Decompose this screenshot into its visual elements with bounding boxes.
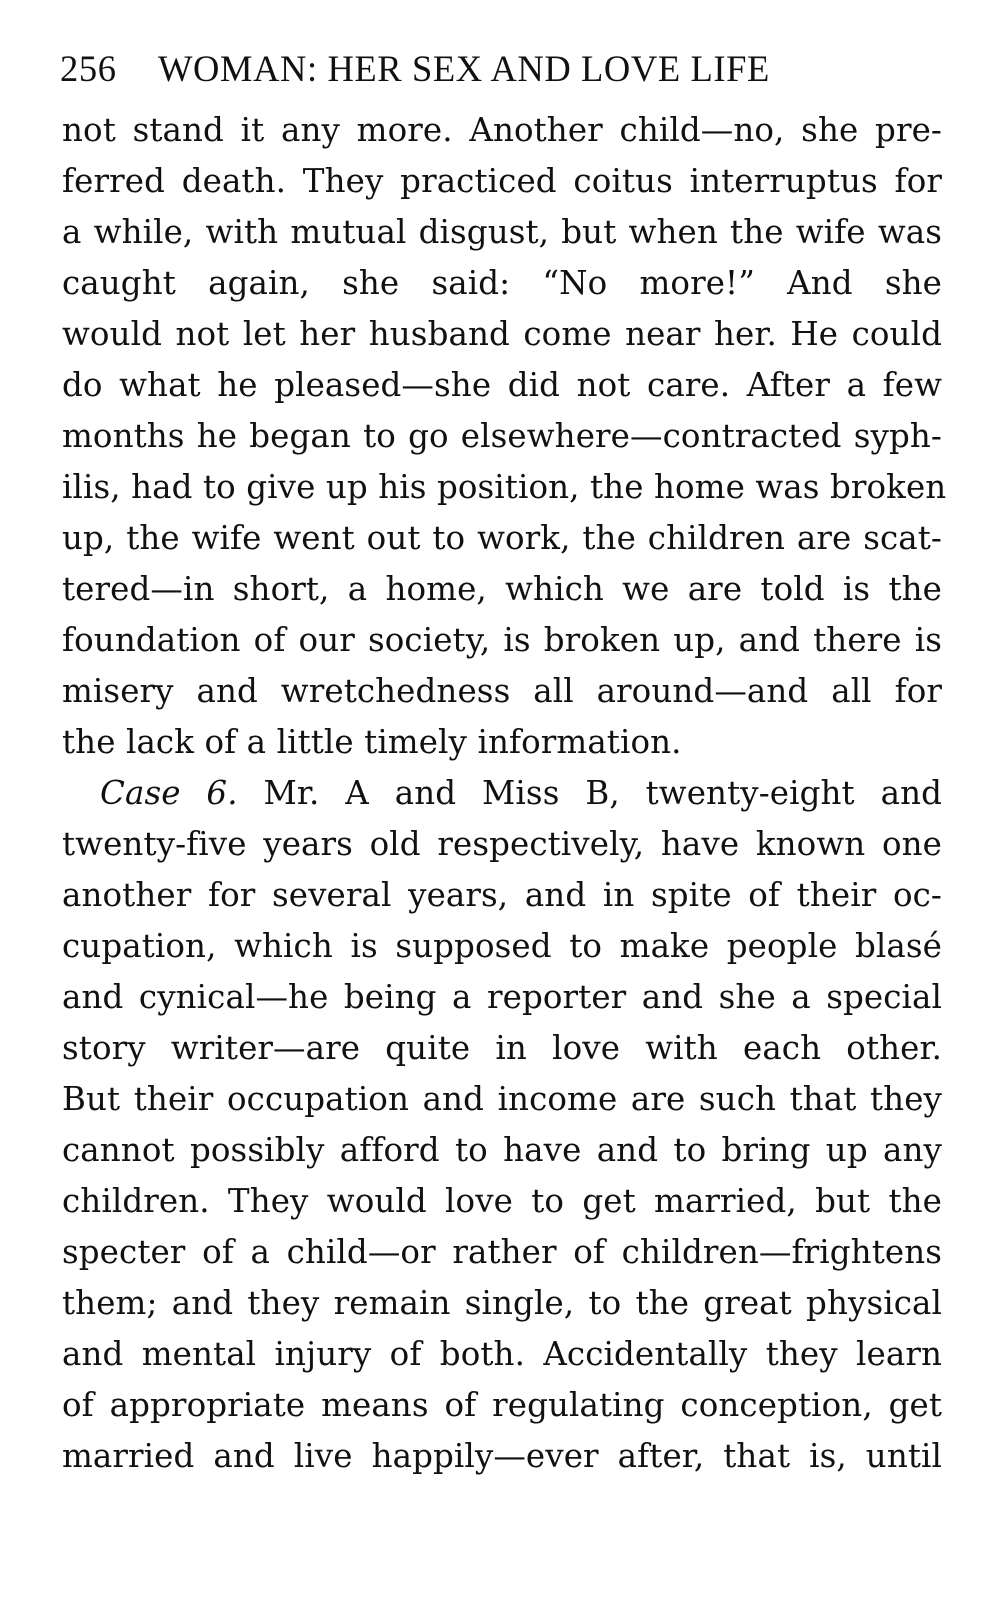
page-header (62, 38, 942, 100)
page-number: 256 (60, 48, 117, 89)
text-line: But their occupation and income are such that they (62, 1080, 942, 1118)
text-line: misery and wretchedness all around—and all for (62, 672, 942, 710)
text-line: another for several years, and in spite of their oc- (62, 876, 942, 914)
text-line: specter of a child—or rather of children—frightens (62, 1233, 942, 1271)
text-line: children. They would love to get married, but the (62, 1182, 942, 1220)
paragraph-continuation (62, 105, 947, 768)
text-line: tered—in short, a home, which we are told is the (62, 570, 942, 608)
text-line: a while, with mutual disgust, but when the wife was (62, 213, 942, 251)
text-line: cannot possibly afford to have and to bring up any (62, 1131, 942, 1169)
text-line: would not let her husband come near her. He could (62, 315, 942, 353)
text-line: them; and they remain single, to the great physical (62, 1284, 942, 1322)
first-line-text: Mr. A and Miss B, twenty-eight and (263, 774, 943, 812)
text-line: cupation, which is supposed to make people blasé (62, 927, 942, 965)
text-line: foundation of our society, is broken up, and there is (62, 621, 942, 659)
text-line: of appropriate means of regulating conception, get (62, 1386, 942, 1424)
paragraph-case-6 (62, 768, 942, 1482)
text-line: twenty-five years old respectively, have known one (62, 825, 942, 863)
text-line: not stand it any more. Another child—no, she pre- (62, 111, 942, 149)
text-line-first (62, 768, 942, 819)
text-line: and cynical—he being a reporter and she a special (62, 978, 942, 1016)
text-line: up, the wife went out to work, the children are scat- (62, 519, 942, 557)
text-line: the lack of a little timely information. (62, 723, 682, 761)
text-line: caught again, she said: “No more!” And she (62, 264, 942, 302)
body-text (62, 105, 947, 1482)
text-line: ilis, had to give up his position, the home was broken (62, 468, 947, 506)
text-line: married and live happily—ever after, that is, until (62, 1437, 942, 1475)
text-line: ferred death. They practiced coitus interruptus for (62, 162, 942, 200)
text-line: story writer—are quite in love with each other. (62, 1029, 942, 1067)
text-line: do what he pleased—she did not care. After a few (62, 366, 942, 404)
text-line: and mental injury of both. Accidentally they learn (62, 1335, 942, 1373)
text-line: months he began to go elsewhere—contracted syph- (62, 417, 942, 455)
case-label: Case 6. (100, 774, 238, 812)
book-page (60, 38, 947, 1482)
running-title: WOMAN: HER SEX AND LOVE LIFE (158, 48, 770, 89)
